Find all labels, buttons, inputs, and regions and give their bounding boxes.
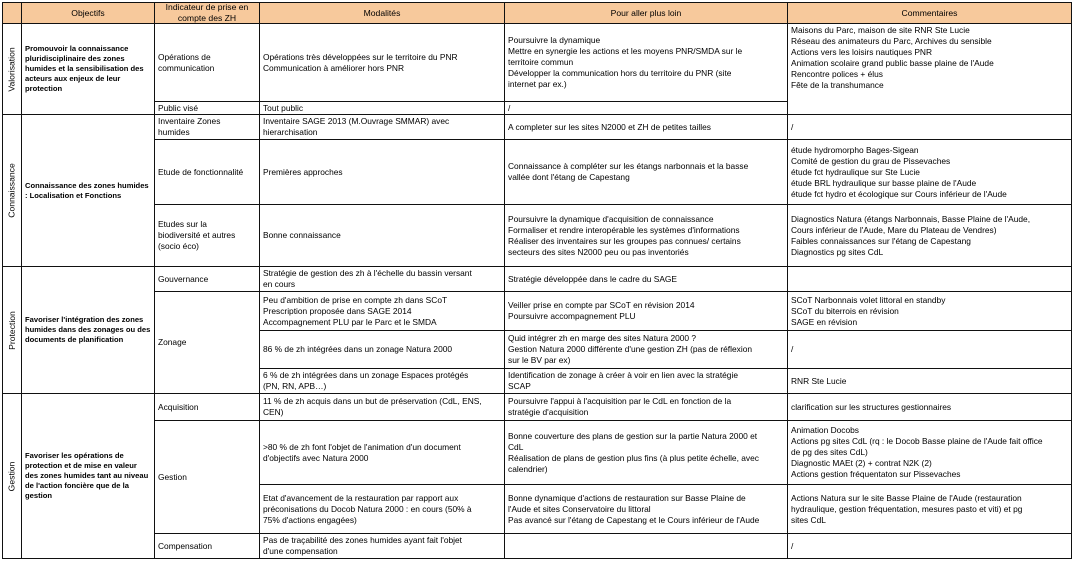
commentaires-zonage-2 — [788, 369, 1072, 394]
objective-valorisation-text: Promouvoir la connaissance pluridisciplinaire des zones humides et la sensibilisation des acteurs aux enjeux de leur protection — [25, 44, 144, 93]
indicator-gestion — [155, 421, 260, 534]
indicator-zonage-text: Zonage — [158, 337, 187, 347]
modalites-zonage-0 — [260, 292, 505, 331]
text-line: Etat d'avancement de la restauration par rapport aux — [263, 492, 459, 503]
commentaires-biodiversite — [788, 205, 1072, 267]
indicator-compensation-text: Compensation — [158, 540, 213, 551]
objective-connaissance — [22, 115, 155, 267]
modalites-communication — [260, 24, 505, 102]
text-line: (PN, RN, APB…) — [263, 381, 327, 391]
text-line: Accompagnement PLU par le Parc et le SMDA — [263, 316, 437, 327]
text-line: Inventaire SAGE 2013 (M.Ouvrage SMMAR) avec — [263, 116, 450, 126]
text-line: Diagnostic MAEt (2) + contrat N2K (2) — [791, 458, 932, 468]
pour-aller-public-vise-text — [508, 103, 510, 114]
section-protection — [2, 267, 22, 394]
pour-aller-acquisition — [505, 394, 788, 421]
text-line: SAGE en révision — [791, 316, 858, 327]
text-line: biodiversité et autres — [158, 230, 236, 240]
text-line: (socio éco) — [158, 241, 199, 251]
text-line: Maisons du Parc, maison de site RNR Ste Lucie — [791, 25, 970, 35]
pour-aller-fonctionnalite — [505, 140, 788, 205]
modalites-communication-text — [263, 52, 458, 74]
text-line: secteurs des sites N2000 peu ou pas inventoriés — [508, 246, 689, 257]
text-line: Faibles connaissances sur l'étang de Capestang — [791, 235, 971, 246]
pour-aller-acquisition-text — [508, 396, 731, 418]
indicator-acquisition-text: Acquisition — [158, 401, 199, 412]
text-line: vallée dont l'étang de Capestang — [508, 172, 630, 182]
text-line: stratégie d'acquisition — [508, 407, 589, 417]
text-line: SCoT du biterrois en révision — [791, 305, 899, 316]
text-line: 86 % de zh intégrées dans un zonage Natura 2000 — [263, 344, 453, 354]
pour-aller-public-vise — [505, 102, 788, 115]
text-line: Veiller prise en compte par SCoT en révision 2014 — [508, 300, 695, 310]
pour-aller-inventaire — [505, 115, 788, 140]
pour-aller-zonage-0 — [505, 292, 788, 331]
pour-aller-zonage-2 — [505, 369, 788, 394]
indicator-acquisition — [155, 394, 260, 421]
objective-gestion-text: Favoriser les opérations de protection et de mise en valeur des zones humides tant au niveau de l'action foncière que de la gestion — [25, 451, 149, 500]
text-line: Poursuivre la dynamique d'acquisition de connaissance — [508, 213, 714, 224]
objective-connaissance-text: Connaissance des zones humides : Localisation et Fonctions — [25, 180, 149, 200]
text-line: Etudes sur la — [158, 219, 207, 229]
objective-protection — [22, 267, 155, 394]
text-line: clarification sur les structures gestionnaires — [791, 401, 952, 412]
text-line: Fête de la transhumance — [791, 80, 884, 90]
text-line: territoire commun — [508, 57, 574, 67]
text-line: internet par ex.) — [508, 79, 567, 89]
text-line: Gestion Natura 2000 différente d'une gestion ZH (pas de réflexion — [508, 344, 753, 354]
text-line: sur le BV par ex) — [508, 355, 571, 365]
text-line: Actions gestion fréquentaton sur Pissevaches — [791, 469, 961, 479]
commentaires-zonage-2-text — [791, 376, 846, 387]
text-line: Poursuivre la dynamique — [508, 35, 601, 45]
indicator-fonctionnalite-text: Etude de fonctionnalité — [158, 166, 244, 177]
objective-valorisation — [22, 24, 155, 115]
header-corner — [2, 2, 22, 24]
text-line: 6 % de zh intégrées dans un zonage Espaces protégés — [263, 370, 469, 380]
text-line: Communication à améliorer hors PNR — [263, 62, 405, 73]
text-line: étude fct hydraulique sur Ste Lucie — [791, 166, 920, 177]
modalites-acquisition-text — [263, 396, 482, 418]
commentaires-communication — [788, 24, 1072, 115]
modalites-gestion-0-text — [263, 442, 461, 464]
commentaires-gestion-1 — [788, 485, 1072, 534]
commentaires-inventaire-text — [791, 122, 793, 133]
indicator-fonctionnalite — [155, 140, 260, 205]
objective-gestion — [22, 394, 155, 559]
text-line: Tout public — [263, 102, 304, 113]
text-line: l'Aude et sites Conservatoire du littoral — [508, 503, 651, 514]
indicator-zonage — [155, 292, 260, 394]
header-label: Modalités — [363, 7, 401, 18]
section-valorisation — [2, 24, 22, 115]
text-line: Identification de zonage à créer à voir en lien avec la stratégie — [508, 370, 738, 380]
modalites-gouvernance-text — [263, 268, 472, 290]
header-label: Commentaires — [901, 7, 958, 18]
commentaires-zonage-0-text — [791, 295, 945, 328]
modalites-public-vise — [260, 102, 505, 115]
pour-aller-inventaire-text — [508, 122, 711, 133]
indicator-gouvernance — [155, 267, 260, 292]
text-line: A completer sur les sites N2000 et ZH de petites tailles — [508, 121, 711, 132]
text-line: Rencontre polices + élus — [791, 69, 883, 79]
text-line: Diagnostics pg sites CdL — [791, 246, 884, 257]
commentaires-fonctionnalite — [788, 140, 1072, 205]
commentaires-acquisition-text — [791, 402, 951, 413]
text-line: d'objectifs avec Natura 2000 — [263, 452, 369, 463]
modalites-acquisition — [260, 394, 505, 421]
text-line: d'une compensation — [263, 546, 338, 556]
section-connaissance — [2, 115, 22, 267]
text-line: Premières approches — [263, 166, 343, 177]
modalites-biodiversite — [260, 205, 505, 267]
modalites-inventaire — [260, 115, 505, 140]
section-gestion — [2, 394, 22, 559]
indicator-compensation — [155, 534, 260, 559]
modalites-fonctionnalite — [260, 140, 505, 205]
text-line: Poursuivre accompagnement PLU — [508, 311, 636, 321]
indicator-operations-communication — [155, 24, 260, 102]
text-line: 11 % de zh acquis dans un but de préservation (CdL, ENS, — [263, 396, 482, 406]
modalites-fonctionnalite-text — [263, 167, 343, 178]
indicator-biodiversite — [155, 205, 260, 267]
text-line: Bonne connaissance — [263, 230, 341, 240]
text-line: / — [791, 121, 794, 132]
commentaires-compensation-text — [791, 541, 793, 552]
header-indicateur — [155, 2, 260, 24]
text-line: Animation Docobs — [791, 425, 859, 435]
text-line: Animation scolaire grand public basse plaine de l'Aude — [791, 58, 994, 68]
text-line: Stratégie développée dans le cadre du SAGE — [508, 273, 678, 284]
text-line: SCoT Narbonnais volet littoral en standby — [791, 294, 946, 305]
commentaires-gestion-1-text — [791, 493, 1022, 526]
indicator-public-vise — [155, 102, 260, 115]
pour-aller-communication — [505, 24, 788, 102]
header-label: Indicateur de prise en compte des ZH — [165, 2, 249, 23]
section-connaissance-label: Connaissance — [6, 163, 17, 218]
modalites-zonage-2-text — [263, 370, 468, 392]
pour-aller-zonage-1-text — [508, 333, 752, 366]
modalites-compensation-text — [263, 535, 462, 557]
text-line: Réaliser des inventaires sur les groupes pas connues/ certains — [508, 235, 741, 246]
modalites-zonage-1-text — [263, 344, 452, 355]
text-line: CdL — [508, 441, 524, 452]
indicator-gouvernance-text: Gouvernance — [158, 273, 209, 284]
commentaires-zonage-0 — [788, 292, 1072, 331]
pour-aller-gestion-1 — [505, 485, 788, 534]
modalites-zonage-1 — [260, 331, 505, 369]
pour-aller-gestion-0-text — [508, 431, 759, 475]
text-line: Réseau des animateurs du Parc, Archives du sensible — [791, 36, 992, 46]
text-line: Comité de gestion du grau de Pissevaches — [791, 155, 951, 166]
text-line: de pg des sites CdL) — [791, 447, 868, 457]
text-line: Formaliser et rendre interopérable les systèmes d'informations — [508, 224, 740, 235]
pour-aller-gouvernance-text — [508, 274, 677, 285]
text-line: Inventaire Zones — [158, 116, 221, 126]
modalites-gestion-1-text — [263, 493, 472, 526]
indicator-operations-communication-text: Opérations de communication — [158, 51, 215, 73]
text-line: Développer la communication hors du territoire du PNR (site — [508, 68, 732, 78]
pour-aller-gestion-1-text — [508, 493, 759, 526]
modalites-biodiversite-text — [263, 230, 341, 241]
indicator-biodiversite-text — [158, 219, 235, 252]
indicator-inventaire-zh-text — [158, 116, 220, 138]
section-protection-label: Protection — [6, 310, 17, 350]
pour-aller-compensation — [505, 534, 788, 559]
text-line: Poursuivre l'appui à l'acquisition par le CdL en fonction de la — [508, 396, 732, 406]
section-valorisation-label: Valorisation — [6, 46, 17, 92]
modalites-compensation — [260, 534, 505, 559]
header-label: Pour aller plus loin — [610, 7, 682, 18]
pour-aller-biodiversite-text — [508, 214, 741, 258]
commentaires-communication-text — [791, 25, 994, 91]
text-line: sites CdL — [791, 514, 826, 525]
pour-aller-biodiversite — [505, 205, 788, 267]
text-line: Actions Natura sur le site Basse Plaine de l'Aude (restauration — [791, 492, 1022, 503]
indicator-public-vise-text: Public visé — [158, 102, 199, 113]
text-line: Pas de traçabilité des zones humides ayant fait l'objet — [263, 535, 462, 545]
modalites-public-vise-text — [263, 103, 303, 114]
text-line: Prescription proposée dans SAGE 2014 — [263, 305, 412, 316]
commentaires-zonage-1 — [788, 331, 1072, 369]
header-commentaires — [788, 2, 1072, 24]
modalites-gestion-0 — [260, 421, 505, 485]
commentaires-fonctionnalite-text — [791, 145, 1007, 200]
text-line: Actions vers les loisirs nautiques PNR — [791, 47, 933, 57]
header-label: Objectifs — [71, 7, 105, 18]
commentaires-gestion-0-text — [791, 425, 1043, 480]
pour-aller-zonage-2-text — [508, 370, 738, 392]
text-line: calendrier) — [508, 463, 548, 474]
text-line: Diagnostics Natura (étangs Narbonnais, Basse Plaine de l'Aude, — [791, 213, 1031, 224]
text-line: Opérations très développées sur le territoire du PNR — [263, 51, 458, 62]
text-line: préconisations du Docob Natura 2000 : en cours (50% à — [263, 503, 472, 514]
header-modalites — [260, 2, 505, 24]
modalites-gouvernance — [260, 267, 505, 292]
text-line: étude BRL hydraulique sur basse plaine de l'Aude — [791, 177, 977, 188]
section-gestion-label: Gestion — [6, 461, 17, 491]
text-line: Bonne dynamique d'actions de restauration sur Basse Plaine de — [508, 492, 746, 503]
text-line: / — [791, 540, 794, 551]
commentaires-zonage-1-text — [791, 344, 793, 355]
text-line: RNR Ste Lucie — [791, 375, 847, 386]
pour-aller-communication-text — [508, 35, 742, 90]
text-line: humides — [158, 127, 190, 137]
text-line: Pas avancé sur l'étang de Capestang et le Cours inférieur de l'Aude — [508, 514, 760, 525]
text-line: / — [791, 344, 794, 354]
text-line: Stratégie de gestion des zh à l'échelle du bassin versant — [263, 268, 472, 278]
text-line: Quid intégrer zh en marge des sites Natura 2000 ? — [508, 333, 697, 343]
header-objectifs — [22, 2, 155, 24]
text-line: hydraulique, gestion fréquentation, mesures pasto et viti) et pg — [791, 503, 1023, 514]
indicator-gestion-text: Gestion — [158, 471, 187, 482]
modalites-zonage-2 — [260, 369, 505, 394]
pour-aller-fonctionnalite-text — [508, 161, 748, 183]
commentaires-gestion-0 — [788, 421, 1072, 485]
text-line: / — [508, 102, 511, 113]
text-line: Bonne couverture des plans de gestion sur la partie Natura 2000 et — [508, 430, 758, 441]
modalites-inventaire-text — [263, 116, 449, 138]
text-line: Réalisation de plans de gestion plus fins (à plus petite échelle, avec — [508, 452, 759, 463]
text-line: 75% d'actions engagées) — [263, 514, 357, 525]
commentaires-biodiversite-text — [791, 214, 1030, 258]
commentaires-gouvernance — [788, 267, 1072, 292]
text-line: hierarchisation — [263, 127, 318, 137]
commentaires-inventaire — [788, 115, 1072, 140]
pour-aller-zonage-1 — [505, 331, 788, 369]
text-line: Mettre en synergie les actions et les moyens PNR/SMDA sur le — [508, 46, 743, 56]
pour-aller-gouvernance — [505, 267, 788, 292]
modalites-gestion-1 — [260, 485, 505, 534]
text-line: CEN) — [263, 407, 284, 417]
commentaires-compensation — [788, 534, 1072, 559]
text-line: Cours inférieur de l'Aude, Mare du Plateau de Vendres) — [791, 224, 997, 235]
commentaires-acquisition — [788, 394, 1072, 421]
text-line: étude hydromorpho Bages-Sigean — [791, 144, 919, 155]
text-line: Connaissance à compléter sur les étangs narbonnais et la basse — [508, 161, 749, 171]
text-line: >80 % de zh font l'objet de l'animation d'un document — [263, 441, 461, 452]
header-pour_aller — [505, 2, 788, 24]
pour-aller-zonage-0-text — [508, 300, 695, 322]
indicator-inventaire-zh — [155, 115, 260, 140]
text-line: SCAP — [508, 381, 531, 391]
text-line: Peu d'ambition de prise en compte zh dans SCoT — [263, 294, 448, 305]
pour-aller-gestion-0 — [505, 421, 788, 485]
objective-protection-text: Favoriser l'intégration des zones humides dans des zonages ou des documents de planification — [25, 315, 151, 344]
text-line: en cours — [263, 279, 296, 289]
modalites-zonage-0-text — [263, 295, 447, 328]
text-line: Actions pg sites CdL (rq : le Docob Basse plaine de l'Aude fait office — [791, 436, 1043, 446]
text-line: étude fct hydro et écologique sur Cours inférieur de l'Aude — [791, 188, 1007, 199]
